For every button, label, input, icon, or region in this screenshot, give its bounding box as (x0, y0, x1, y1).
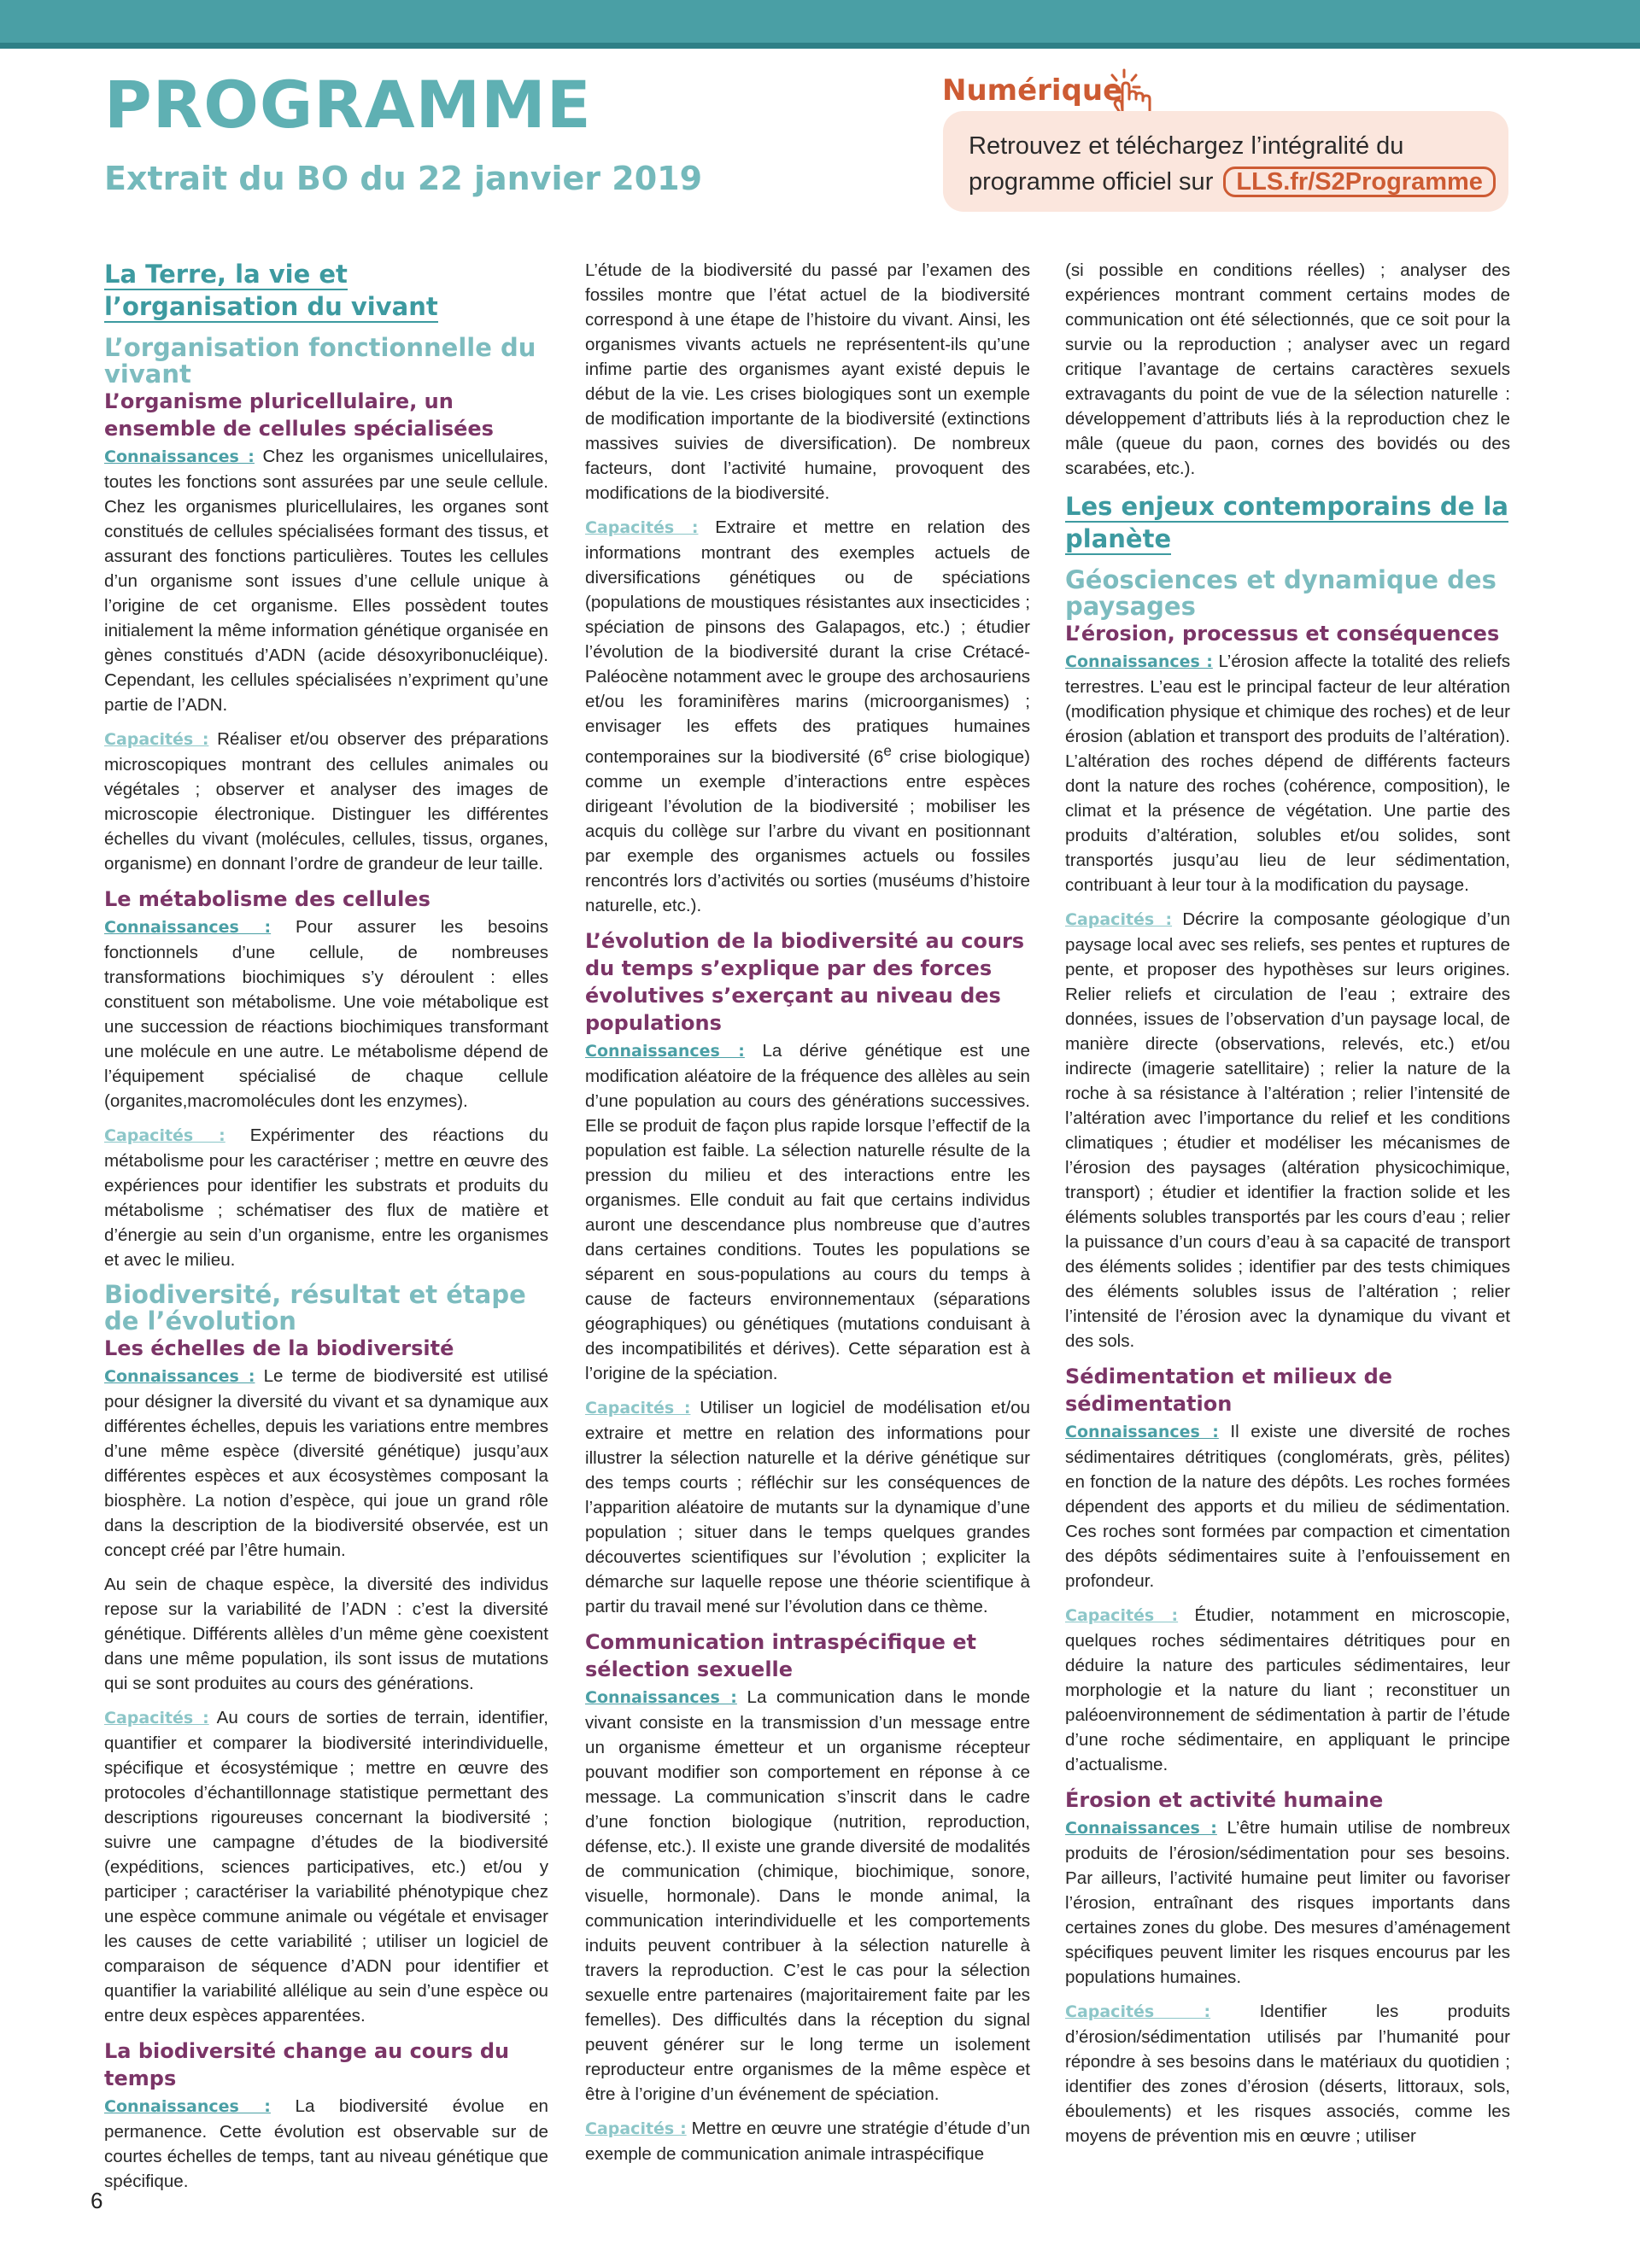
paragraph: Connaissances : Chez les organismes unicellulaires, toutes les fonctions sont assurées par une seule cellule. Chez les organismes pluricellulaires, les organes sont constitués de cellules spécialisées formant des tissus, et assurant des fonctions particulières. Toutes les cellules d’un organisme sont issues d’une cellule unique à l’origine de cet organisme. Elles possèdent toutes initialement la même information génétique organisée en gènes constitués d’ADN (acide désoxyribonucléique). Cependant, les cellules spécialisées n’expriment qu’une partie de l’ADN. (104, 447, 548, 715)
column-1 (104, 258, 548, 2203)
paragraph: Connaissances : La communication dans le monde vivant consiste en la transmission d’un message entre un organisme émetteur et un organisme récepteur pouvant modifier son comportement en réponse à ce message. La communication s’inscrit dans le cadre d’une fonction biologique (nutrition, reproduction, défense, etc.). Il existe une grande diversité de modalités de communication (chimique, biochimique, sonore, visuelle, hormonale). Dans le monde animal, la communication interindividuelle et les comportements induits peuvent contribuer à la sélection naturelle à travers la reproduction. C’est le cas pour la sélection sexuelle entre partenaires (majoritairement faite par les femelles). Des difficultés dans la réception du signal peuvent générer sur le long terme un isolement reproducteur entre organismes de la même espèce et être à l’origine d’un événement de spéciation. (585, 1686, 1030, 2104)
paragraph: Connaissances : Le terme de biodiversité est utilisé pour désigner la diversité du vivant et sa dynamique aux différentes échelles, depuis les variations entre membres d’une même espèce (diversité génétique) jusqu’aux différentes espèces et aux écosystèmes composant la biosphère. La notion d’espèce, qui joue un grand rôle dans la description de la biodiversité observée, est un concept créé par l’être humain. (104, 1366, 548, 1560)
capacites-label: Capacités : (585, 2119, 687, 2138)
paragraph: Connaissances : L’érosion affecte la totalité des reliefs terrestres. L’eau est le principal facteur de leur altération (modification physique et chimique des roches) et de leur érosion (ablation et transport des produits de l’altération). L’altération des roches dépend de différents facteurs dont la nature des roches (cohérence, composition), le climat et la présence de végétation. Une partie des produits d’altération, solubles et/ou solides, sont transportés jusqu’au lieu de leur sédimentation, contribuant à leur tour à la modification du paysage. (1065, 652, 1510, 895)
capacites-label: Capacités : (104, 1709, 209, 1727)
capacites-label: Capacités : (1065, 910, 1173, 929)
paragraph: Capacités : Au cours de sorties de terrain, identifier, quantifier et comparer la biodiversité interindividuelle, spécifique et écosystémique ; mettre en œuvre des protocoles d’échantillonnage statistique permettant des descriptions rigoureuses concernant la biodiversité ; suivre une campagne d’études de la biodiversité (expéditions, sciences participatives, etc.) et/ou y participer ; caractériser la variabilité phénotypique chez une espèce commune animale ou végétale et envisager les causes de cette variabilité ; utiliser un logiciel de comparaison de séquence d’ADN pour identifier et quantifier la variabilité allélique au sein d’une espèce ou entre deux espèces apparentées. (104, 1708, 549, 2025)
connaissances-label: Connaissances : (1065, 1423, 1219, 1441)
heading-echelles-biodiversite: Les échelles de la biodiversité (104, 1336, 454, 1360)
heading-biodiversite-change: La biodiversité change au cours du temps (104, 2039, 510, 2090)
top-band-shadow (0, 43, 1640, 49)
programme-link[interactable]: LLS.fr/S2Programme (1223, 167, 1495, 197)
column-2 (585, 258, 1030, 2176)
connaissances-label: Connaissances : (1065, 1819, 1217, 1838)
heading-organisme-pluricellulaire: L’organisme pluricellulaire, un ensemble de cellules spécialisées (104, 389, 494, 441)
capacites-label: Capacités : (1065, 1606, 1179, 1625)
paragraph: Capacités : Expérimenter des réactions du métabolisme pour les caractériser ; mettre en œuvre des expériences pour identifier les substrats et produits du métabolisme ; schématiser des flux de matière et d’énergie au sein d’un organisme, entre les organismes et avec le milieu. (104, 1125, 548, 1270)
connaissances-label: Connaissances : (585, 1687, 737, 1707)
capacites-label: Capacités : (104, 1126, 226, 1145)
paragraph: Connaissances : L’être humain utilise de nombreux produits de l’érosion/sédimentation pour ses besoins. Par ailleurs, l’activité humaine peut limiter ou favoriser l’érosion, entraînant des risques importants dans certaines zones du globe. Des mesures d’aménagement spécifiques peuvent limiter les risques encourus par les populations humaines. (1065, 1818, 1510, 1987)
heading-terre-vie: La Terre, la vie et l’organisation du vivant (104, 260, 438, 321)
paragraph: Capacités : Mettre en œuvre une stratégie d’étude d’un exemple de communication animale intraspécifique (585, 2118, 1030, 2164)
connaissances-label: Connaissances : (585, 1041, 745, 1061)
capacites-label: Capacités : (1065, 2002, 1211, 2021)
capacites-label: Capacités : (104, 730, 209, 749)
heading-enjeux: Les enjeux contemporains de la planète (1065, 492, 1508, 553)
connaissances-label: Connaissances : (104, 1367, 255, 1386)
heading-evolution-biodiversite: L’évolution de la biodiversité au cours du temps s’explique par des forces évolutives s’exerçant au niveau des populations (585, 928, 1025, 1035)
heading-geosciences: Géosciences et dynamique des paysages (1065, 565, 1496, 621)
heading-organisation-fonctionnelle: L’organisation fonctionnelle du vivant (104, 333, 536, 389)
heading-erosion-activite: Érosion et activité humaine (1065, 1788, 1384, 1812)
column-3 (1065, 258, 1510, 2158)
paragraph: Capacités : Réaliser et/ou observer des préparations microscopiques montrant des cellules animales ou végétales ; observer et analyser des images de microscopie électronique. Distinguer les différentes échelles du vivant (molécules, cellules, tissus, organes, organisme) en donnant l’ordre de grandeur de leur taille. (104, 729, 548, 874)
numerique-box (943, 111, 1508, 212)
paragraph: L’étude de la biodiversité du passé par l’examen des fossiles montre que l’état actuel de la biodiversité correspond à une étape de l’histoire du vivant. Ainsi, les organismes vivants actuels ne représentent-ils qu’une infime partie des organismes ayant existé depuis le début de la vie. Les crises biologiques sont un exemple de modification importante de la biodiversité (extinctions massives suivies de diversification). De nombreux facteurs, dont l’activité humaine, provoquent des modifications de la biodiversité. (585, 260, 1030, 503)
paragraph: Connaissances : Pour assurer les besoins fonctionnels d’une cellule, de nombreuses transformations biochimiques s’y déroulent : elles constituent son métabolisme. Une voie métabolique est une succession de réactions biochimiques transformant une molécule en une autre. Le métabolisme dépend de l’équipement spécialisé de chaque cellule (organites,macromolécules dont les enzymes). (104, 917, 548, 1111)
paragraph: Capacités : Décrire la composante géologique d’un paysage local avec ses reliefs, ses pentes et ruptures de pente, et proposer des hypothèses sur leurs origines. Relier reliefs et circulation de l’eau ; extraire des données, issues de l’observation d’un paysage local, de manière directe (observations, relevés, etc.) et/ou indirecte (imagerie satellitaire) ; relier la nature de la roche à sa résistance à l’altération ; relier l’intensité de l’altération avec l’importance du relief et les conditions climatiques ; étudier et modéliser les mécanismes de l’érosion des paysages (altération physicochimique, transport) ; étudier et identifier la fraction solide et les éléments solubles transportés par les cours d’eau ; relier la puissance d’un cours d’eau à sa capacité de transport des éléments solides ; identifier par des tests chimiques des éléments solubles issus de l’altération ; relier l’intensité de l’érosion avec la dynamique du vivant et des sols. (1065, 909, 1510, 1351)
numerique-text-block (969, 128, 1498, 200)
heading-communication: Communication intraspécifique et sélection sexuelle (585, 1629, 977, 1681)
connaissances-label: Connaissances : (1065, 652, 1213, 671)
top-color-band (0, 0, 1640, 49)
paragraph: Capacités : Utiliser un logiciel de modélisation et/ou extraire et mettre en relation des informations pour illustrer la sélection naturelle et la dérive génétique sur des temps courts ; réfléchir sur les conséquences de l’apparition aléatoire de mutants sur la dynamique d’une population ; situer dans le temps quelques grandes découvertes scientifiques sur l’évolution ; expliciter la démarche sur laquelle repose une théorie scientifique à partir du travail mené sur l’évolution dans ce thème. (585, 1397, 1030, 1616)
heading-sedimentation: Sédimentation et milieux de sédimentation (1065, 1365, 1393, 1416)
paragraph: Capacités : Identifier les produits d’érosion/sédimentation utilisés par l’humanité pour répondre à ses besoins dans le matériaux du quotidien ; identifier des zones d’érosion (déserts, littoraux, sols, éboulements) et les risques associés, comme les moyens de prévention mis en œuvre ; utiliser (1065, 2002, 1510, 2146)
paragraph: Capacités : Étudier, notamment en microscopie, quelques roches sédimentaires détritiques pour en déduire la nature des particules sédimentaires, leur morphologie et la nature du liant ; reconstituer un paléoenvironnement de sédimentation à partir de l’étude d’une roche sédimentaire, en appliquant le principe d’actualisme. (1065, 1605, 1511, 1774)
paragraph: Connaissances : La biodiversité évolue en permanence. Cette évolution est observable sur de courtes échelles de temps, tant au niveau génétique que spécifique. (104, 2096, 548, 2191)
paragraph: Connaissances : Il existe une diversité de roches sédimentaires détritiques (conglomérats, grès, pélites) en fonction de la nature des dépôts. Les roches formées dépendent des apports et du milieu de sédimentation. Ces roches sont formées par compaction et cimentation des dépôts sédimentaires suite à l’enfouissement en profondeur. (1065, 1422, 1510, 1591)
heading-erosion: L’érosion, processus et conséquences (1065, 622, 1500, 646)
heading-biodiversite: Biodiversité, résultat et étape de l’évolution (104, 1280, 526, 1336)
paragraph: (si possible en conditions réelles) ; analyser des expériences montrant comment certains modes de communication ont été sélectionnés, que ce soit pour la survie ou la reproduction ; analyser avec un regard critique l’avantage de certains caractères sexuels extravagants du point de vue de la sélection naturelle : développement d’attributs liés à la reproduction chez le mâle (queue du paon, cornes des bovidés ou des scarabées, etc.). (1065, 260, 1510, 478)
paragraph: Connaissances : La dérive génétique est une modification aléatoire de la fréquence des allèles au sein d’une population au cours des générations successives. Elle se produit de façon plus rapide lorsque l’effectif de la population est faible. La sélection naturelle résulte de la pression du milieu et des interactions entre les organismes. Elle conduit au fait que certains individus auront une descendance plus nombreuse que d’autres dans certaines conditions. Toutes les populations se séparent en sous-populations au cours du temps à cause de facteurs environnementaux (séparations géographiques) ou génétiques (mutations conduisant à des incompatibilités et dérives). Cette séparation est à l’origine de la spéciation. (585, 1040, 1031, 1383)
paragraph: Capacités : Extraire et mettre en relation des informations montrant des exemples actuels de diversifications génétiques ou de spéciations (populations de moustiques résistantes aux insecticides ; spéciation de pinsons des Galapagos, etc.) ; étudier l’évolution de la biodiversité durant la crise Crétacé-Paléocène notamment avec le groupe des archosauriens et/ou les foraminifères marins (microorganismes) ; envisager les effets des pratiques humaines contemporaines sur la biodiversité (6e crise biologique) comme un exemple d’interactions entre espèces dirigeant l’évolution de la biodiversité ; mobiliser les acquis du collège sur l’arbre du vivant en positionnant par exemple des organismes actuels ou fossiles rencontrés lors d’activités ou sorties (muséums d’histoire naturelle, etc.). (585, 517, 1030, 915)
page-subtitle: Extrait du BO du 22 janvier 2019 (104, 160, 703, 197)
paragraph: Au sein de chaque espèce, la diversité des individus repose sur la variabilité de l’ADN : c’est la diversité génétique. Différents allèles d’un même gène coexistent dans une même population, ils sont issus de mutations qui se sont produites au cours des générations. (104, 1575, 548, 1693)
page-title: PROGRAMME (104, 67, 592, 143)
connaissances-label: Connaissances : (104, 447, 255, 466)
numerique-text: Retrouvez et téléchargez l’intégralité du programme officiel sur (969, 132, 1404, 196)
connaissances-label: Connaissances : (104, 2097, 271, 2116)
numerique-label: Numérique (942, 73, 1123, 108)
heading-metabolisme: Le métabolisme des cellules (104, 887, 430, 911)
page-number: 6 (91, 2188, 103, 2213)
capacites-label: Capacités : (585, 518, 699, 537)
capacites-label: Capacités : (585, 1398, 691, 1418)
connaissances-label: Connaissances : (104, 918, 272, 937)
